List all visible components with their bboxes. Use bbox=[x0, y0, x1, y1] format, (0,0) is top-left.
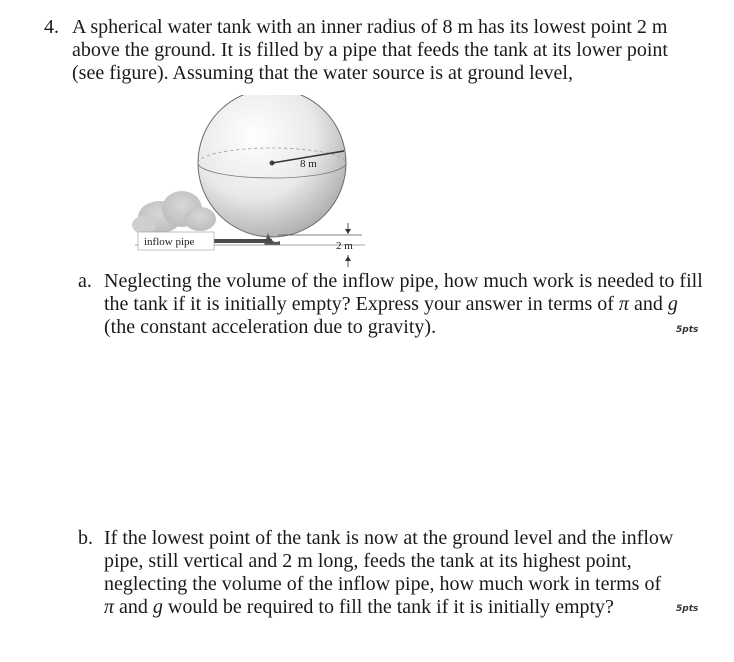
part-b-line-1: If the lowest point of the tank is now at the ground level and the inflow bbox=[104, 527, 674, 549]
g-symbol-b: g bbox=[152, 596, 163, 618]
part-a-letter: a. bbox=[78, 270, 92, 292]
tank-figure bbox=[130, 95, 370, 270]
problem-stem-line-2: above the ground. It is filled by a pipe that feeds the tank at its lower point bbox=[72, 39, 668, 61]
arrowhead-up bbox=[345, 256, 351, 261]
and-text: and bbox=[628, 293, 668, 315]
problem-stem-line-3: (see figure). Assuming that the water source is at ground level, bbox=[72, 62, 573, 84]
inflow-pipe bbox=[210, 239, 272, 243]
part-b-line-3: neglecting the volume of the inflow pipe, how much work in terms of bbox=[104, 573, 662, 595]
spherical-tank bbox=[198, 95, 346, 237]
problem-stem-line-1: A spherical water tank with an inner radius of 8 m has its lowest point 2 m bbox=[72, 16, 668, 38]
part-a-line-1: Neglecting the volume of the inflow pipe, how much work is needed to fill bbox=[104, 270, 703, 292]
bushes bbox=[132, 191, 216, 234]
part-b-line-4 bbox=[104, 596, 614, 618]
part-a-points: 5pts bbox=[676, 325, 699, 335]
pi-symbol-b: π bbox=[104, 596, 115, 618]
pi-symbol: π bbox=[618, 293, 629, 315]
part-a-line-2 bbox=[104, 293, 678, 315]
part-b-points: 5pts bbox=[676, 604, 699, 614]
part-b-line-2: pipe, still vertical and 2 m long, feeds the tank at its highest point, bbox=[104, 550, 632, 572]
height-label: 2 m bbox=[336, 240, 353, 252]
part-b-letter: b. bbox=[78, 527, 93, 549]
tank-diagram bbox=[130, 95, 370, 270]
g-symbol: g bbox=[667, 293, 678, 315]
part-b-line-4-text: would be required to fill the tank if it is initially empty? bbox=[162, 596, 614, 618]
problem-number: 4. bbox=[44, 16, 59, 38]
arrowhead-down bbox=[345, 229, 351, 234]
radius-label: 8 m bbox=[300, 158, 317, 170]
part-a-line-2-text: the tank if it is initially empty? Express your answer in terms of bbox=[104, 293, 619, 315]
and-text-b: and bbox=[114, 596, 153, 618]
pipe-label: inflow pipe bbox=[144, 236, 195, 248]
part-a-line-3: (the constant acceleration due to gravity). bbox=[104, 316, 437, 338]
